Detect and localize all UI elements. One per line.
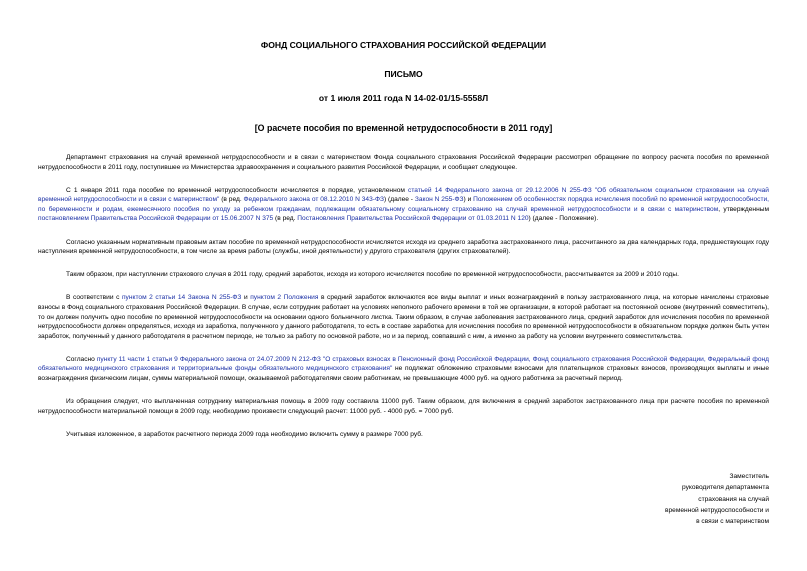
- text-span: ) и: [463, 196, 474, 204]
- link-article-14-law-255[interactable]: статьей 14 Федерального закона от 29.12.2006 N 255-ФЗ "Об обязательном социальном страховании на случай временной нетрудоспособности и в связи с материнством": [38, 186, 769, 204]
- link-clause-2-regulation[interactable]: пунктом 2 Положения: [250, 294, 319, 302]
- text-span: (в ред.: [273, 215, 298, 223]
- paragraph-6: [38, 355, 769, 384]
- paragraph-1: Департамент страхования на случай временной нетрудоспособности и в связи с материнством Фонда социального страхования Российской Федерации рассмотрел обращение по вопросу расчета пособия по временной нетрудоспособности в 2011 году, поступившее из Министерства здравоохранения и социального развития Российской Федерации, и сообщает следующее.: [38, 154, 769, 171]
- link-resolution-375[interactable]: постановлением Правительства Российской Федерации от 15.06.2007 N 375: [38, 215, 274, 223]
- text-span: Согласно: [66, 355, 97, 363]
- org-title: ФОНД СОЦИАЛЬНОГО СТРАХОВАНИЯ РОССИЙСКОЙ ФЕДЕРАЦИИ: [260, 40, 547, 50]
- signature-line: руководителя департамента: [682, 484, 769, 492]
- link-law-255[interactable]: Закон N 255-ФЗ: [414, 196, 464, 204]
- paragraph-3: Согласно указанным нормативным правовым актам пособие по временной нетрудоспособности исчисляется исходя из среднего заработка застрахованного лица, рассчитанного за два календарных года, предшествующих году наступления временной нетрудоспособности, в том числе за время работы (службы, иной деятельности) у другого страхователя (других страхователей).: [38, 238, 769, 256]
- paragraph-2: [38, 186, 769, 224]
- signature-line: Заместитель: [729, 473, 769, 480]
- link-regulation[interactable]: Положением об особенностях порядка исчисления пособий по временной нетрудоспособности, по беременности и родам, ежемесячного пособия по уходу за ребенком гражданам, подлежащим обязательному социальному страхованию на случай временной нетрудоспособности и в связи с материнством: [38, 196, 769, 213]
- paragraph-5: [38, 293, 769, 341]
- paragraph-7: Из обращения следует, что выплаченная сотруднику материальная помощь в 2009 году составила 11000 руб. Таким образом, для включения в средний заработок застрахованного лица при расчете пособия по временной нетрудоспособности материальной помощи в 2009 году, необходимо произвести следующий расчет: 11000 руб. - 4000 руб. = 7000 руб.: [38, 398, 769, 415]
- signature-line: временной нетрудоспособности и: [665, 506, 769, 514]
- text-span: в средний заработок включаются все виды выплат и иных вознаграждений в пользу застрахованного лица, на которые начислены страховые взносы в Фонд социального страхования Российской Федерации. В случае, если сотрудник работает на условиях неполного рабочего времени в той же организации, в которой работает на постоянной основе (внутренний совместитель), то он должен получить одно пособие по временной нетрудоспособности на основании одного больничного листка. Таким образом, в случае заболевания застрахованного лица, средний заработок для исчисления пособия по временной нетрудоспособности должен определяться, исходя из заработка, полученного у данного работодателя, то есть в составе заработка для исчисления пособия по временной нетрудоспособности в обязательном порядке должен быть учтен заработок, полученный у данного работодателя в расчетном периоде, не только за работу по основной работе, но и за период, совпавший с ним, а именно за работу на условии внутреннего совместительства.: [38, 294, 769, 340]
- link-law-212[interactable]: пункту 11 части 1 статьи 9 Федерального закона от 24.07.2009 N 212-ФЗ "О страховых взносах в Пенсионный фонд Российской Федерации, Фонд социального страхования Российской Федерации, Федеральный фонд обязательного медицинского страхования и территориальные фонды обязательного медицинского страхования": [38, 355, 769, 373]
- doc-type: ПИСЬМО: [384, 69, 423, 79]
- text-span: и: [241, 294, 251, 302]
- text-span: , утвержденным: [718, 205, 769, 213]
- text-span: В соответствии с: [66, 294, 122, 302]
- text-span: ) (далее - Положение).: [528, 215, 599, 223]
- text-span: не подлежат обложению страховыми взносами для плательщиков страховых взносов, производящих выплаты и иные вознаграждения физическим лицам, суммы материальной помощи, оказываемой работодателями своим работникам, не превышающие 4000 руб. на одного работника за расчетный период.: [38, 365, 769, 382]
- doc-date-number: от 1 июля 2011 года N 14-02-01/15-5558Л: [318, 93, 489, 103]
- text-span: ) (далее -: [383, 196, 415, 204]
- signature-block: [665, 471, 769, 527]
- letter-body: [38, 153, 769, 439]
- paragraph-4: Таким образом, при наступлении страхового случая в 2011 году, средний заработок, исходя из которого исчисляется пособие по временной нетрудоспособности, рассчитывается за 2009 и 2010 годы.: [66, 271, 679, 279]
- link-law-343[interactable]: Федерального закона от 08.12.2010 N 343-ФЗ: [243, 196, 384, 204]
- signature-line: страхования на случай: [698, 495, 769, 503]
- signature-line: в связи с материнством: [696, 518, 769, 526]
- doc-subject: [О расчете пособия по временной нетрудоспособности в 2011 году]: [254, 123, 553, 133]
- link-resolution-120[interactable]: Постановления Правительства Российской Федерации от 01.03.2011 N 120: [297, 215, 529, 223]
- paragraph-8: Учитывая изложенное, в заработок расчетного периода 2009 года необходимо включить сумму в размере 7000 руб.: [66, 430, 423, 438]
- link-clause-2-article-14[interactable]: пунктом 2 статьи 14 Закона N 255-ФЗ: [121, 294, 242, 302]
- text-span: С 1 января 2011 года пособие по временной нетрудоспособности исчисляется в порядке, установленном: [66, 186, 409, 194]
- text-span: (в ред.: [219, 196, 244, 204]
